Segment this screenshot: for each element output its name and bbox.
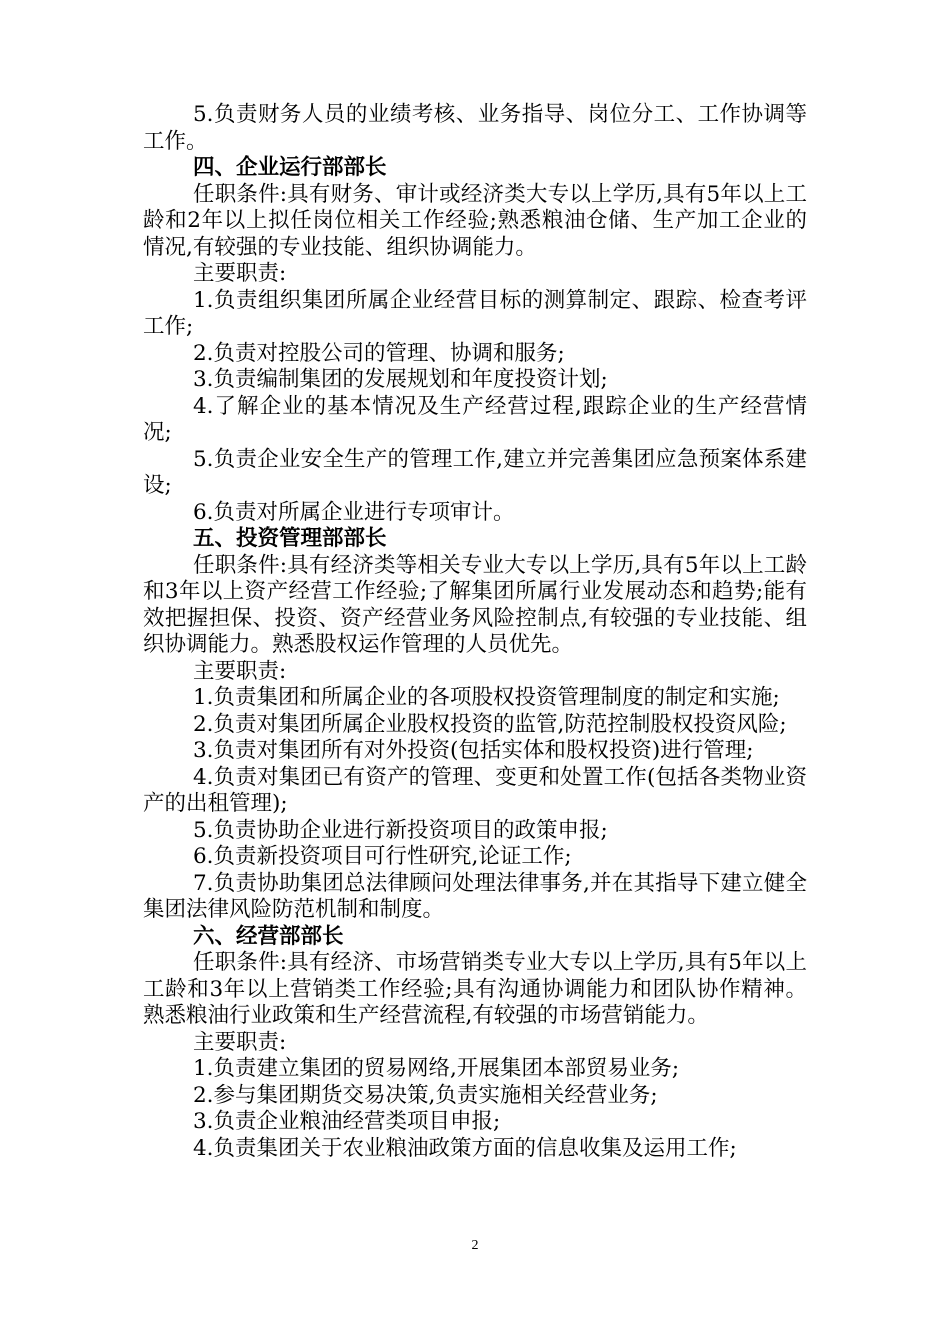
- paragraph: 7.负责协助集团总法律顾问处理法律事务,并在其指导下建立健全集团法律风险防范机制和制度。: [143, 870, 807, 922]
- paragraph: 1.负责组织集团所属企业经营目标的测算制定、跟踪、检查考评工作;: [143, 287, 807, 339]
- paragraph: 3.负责编制集团的发展规划和年度投资计划;: [193, 367, 608, 392]
- paragraph: 2.负责对集团所属企业股权投资的监管,防范控制股权投资风险;: [193, 711, 787, 737]
- paragraph: 4.负责对集团已有资产的管理、变更和处置工作(包括各类物业资产的出租管理);: [143, 764, 807, 816]
- page-number: 2: [471, 1238, 479, 1253]
- paragraph: 主要职责:: [193, 658, 287, 684]
- paragraph: 任职条件:具有经济类等相关专业大专以上学历,具有5年以上工龄和3年以上资产经营工作经验;了解集团所属行业发展动态和趋势;能有效把握担保、投资、资产经营业务风险控制点,有较强的专业技能、组织协调能力。熟悉股权运作管理的人员优先。: [143, 552, 807, 657]
- paragraph: 主要职责:: [193, 261, 287, 286]
- section-heading: 五、投资管理部部长: [193, 526, 387, 551]
- paragraph: 2.负责对控股公司的管理、协调和服务;: [193, 340, 565, 366]
- paragraph: 4.负责集团关于农业粮油政策方面的信息收集及运用工作;: [193, 1135, 737, 1161]
- page-body: [143, 102, 807, 1162]
- paragraph: 1.负责集团和所属企业的各项股权投资管理制度的制定和实施;: [193, 685, 780, 710]
- section-heading: 四、企业运行部部长: [193, 155, 387, 180]
- paragraph: 4.了解企业的基本情况及生产经营过程,跟踪企业的生产经营情况;: [143, 393, 807, 445]
- paragraph: 主要职责:: [193, 1029, 287, 1055]
- paragraph: 6.负责新投资项目可行性研究,论证工作;: [193, 844, 572, 869]
- paragraph: 6.负责对所属企业进行专项审计。: [193, 499, 515, 525]
- paragraph: 任职条件:具有经济、市场营销类专业大专以上学历,具有5年以上工龄和3年以上营销类工作经验;具有沟通协调能力和团队协作精神。熟悉粮油行业政策和生产经营流程,有较强的市场营销能力。: [143, 950, 807, 1028]
- paragraph: 5.负责财务人员的业绩考核、业务指导、岗位分工、工作协调等工作。: [143, 102, 807, 154]
- paragraph: 3.负责对集团所有对外投资(包括实体和股权投资)进行管理;: [193, 738, 754, 763]
- section-heading: 六、经营部部长: [193, 923, 344, 949]
- paragraph: 3.负责企业粮油经营类项目申报;: [193, 1109, 501, 1134]
- paragraph: 任职条件:具有财务、审计或经济类大专以上学历,具有5年以上工龄和2年以上拟任岗位相关工作经验;熟悉粮油仓储、生产加工企业的情况,有较强的专业技能、组织协调能力。: [143, 181, 807, 260]
- paragraph: 5.负责企业安全生产的管理工作,建立并完善集团应急预案体系建设;: [143, 446, 807, 498]
- paragraph: 1.负责建立集团的贸易网络,开展集团本部贸易业务;: [193, 1056, 680, 1081]
- paragraph: 5.负责协助企业进行新投资项目的政策申报;: [193, 817, 608, 843]
- paragraph: 2.参与集团期货交易决策,负责实施相关经营业务;: [193, 1082, 658, 1108]
